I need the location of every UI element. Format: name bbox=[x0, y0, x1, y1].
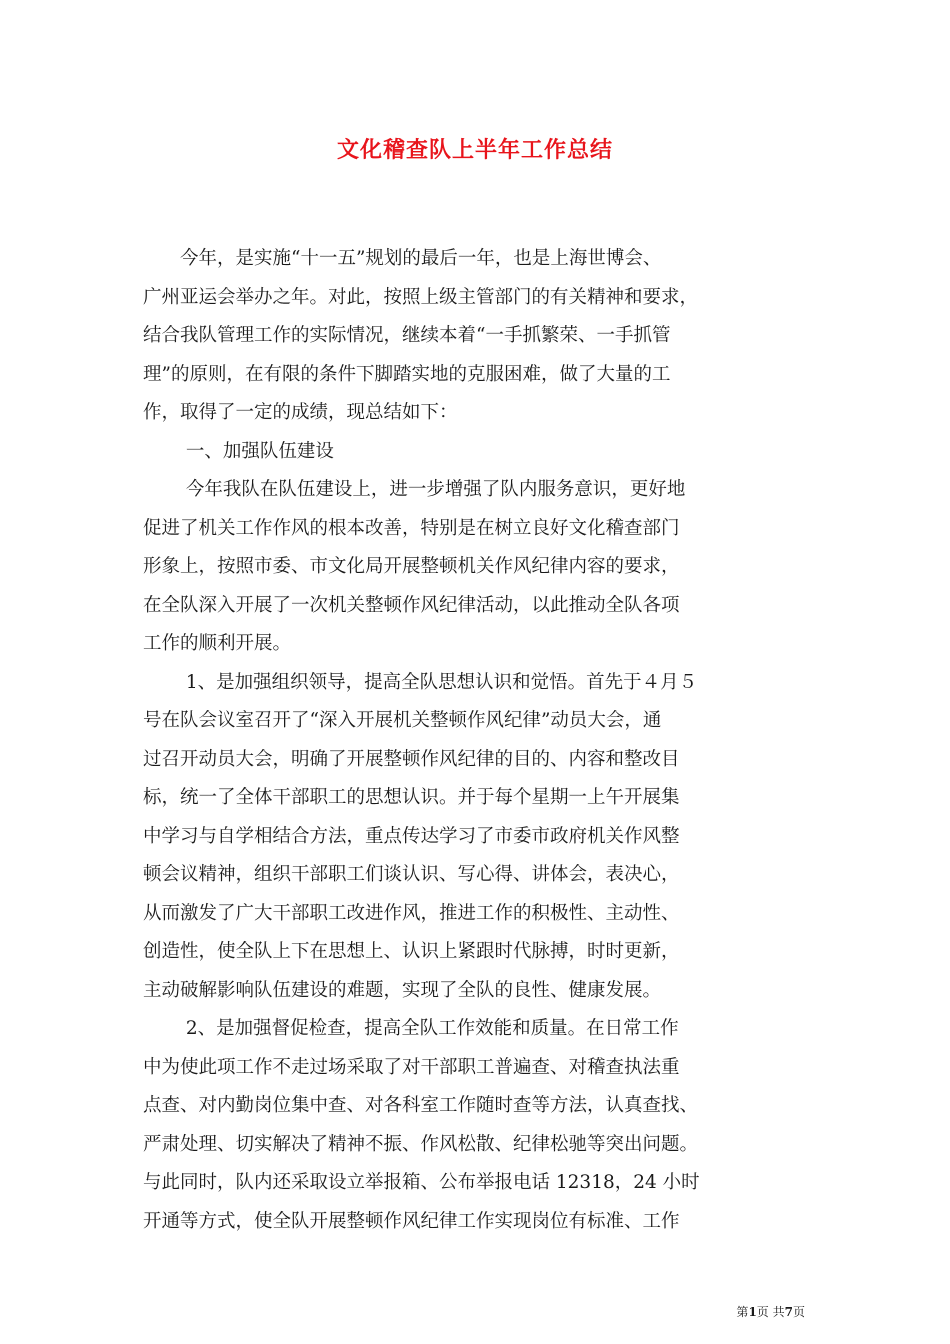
text-line: 创造性，使全队上下在思想上、认识上紧跟时代脉搏，时时更新， bbox=[143, 941, 680, 962]
text-line: 在全队深入开展了一次机关整顿作风纪律活动，以此推动全队各项 bbox=[143, 594, 680, 616]
text-line: 1、是加强组织领导，提高全队思想认识和觉悟。首先于４月５ bbox=[143, 671, 698, 693]
text-line: 作，取得了一定的成绩，现总结如下： bbox=[143, 402, 458, 423]
text-line: 结合我队管理工作的实际情况，继续本着“一手抓繁荣、一手抓管 bbox=[143, 325, 671, 346]
text-line: 过召开动员大会，明确了开展整顿作风纪律的目的、内容和整改目 bbox=[143, 748, 680, 770]
footer-current-page: 1 bbox=[748, 1305, 757, 1319]
footer-suffix: 页 bbox=[792, 1305, 805, 1319]
text-line: 主动破解影响队伍建设的难题，实现了全队的良性、健康发展。 bbox=[143, 979, 662, 1001]
text-line: 2、是加强督促检查，提高全队工作效能和质量。在日常工作 bbox=[143, 1018, 679, 1039]
text-line: 工作的顺利开展。 bbox=[143, 633, 292, 654]
text-line: 开通等方式，使全队开展整顿作风纪律工作实现岗位有标准、工作 bbox=[143, 1210, 680, 1232]
text-line: 促进了机关工作作风的根本改善，特别是在树立良好文化稽查部门 bbox=[143, 517, 680, 539]
footer-prefix: 第 bbox=[736, 1305, 749, 1319]
text-line: 点查、对内勤岗位集中查、对各科室工作随时查等方法，认真查找、 bbox=[143, 1095, 699, 1116]
page-footer bbox=[736, 1304, 805, 1320]
footer-middle: 页 共 bbox=[756, 1305, 785, 1319]
text-line: 号在队会议室召开了“深入开展机关整顿作风纪律”动员大会，通 bbox=[143, 710, 662, 731]
text-line: 从而激发了广大干部职工改进作风，推进工作的积极性、主动性、 bbox=[143, 902, 680, 924]
text-line: 形象上，按照市委、市文化局开展整顿机关作风纪律内容的要求， bbox=[143, 556, 680, 577]
text-line: 中学习与自学相结合方法，重点传达学习了市委市政府机关作风整 bbox=[143, 825, 680, 847]
text-line: 理”的原则，在有限的条件下脚踏实地的克服困难，做了大量的工 bbox=[143, 363, 671, 385]
text-line: 严肃处理、切实解决了精神不振、作风松散、纪律松驰等突出问题。 bbox=[143, 1133, 699, 1155]
footer-total-pages: 7 bbox=[784, 1305, 793, 1319]
text-line: 一、加强队伍建设 bbox=[143, 440, 334, 462]
document-body bbox=[143, 240, 811, 1241]
text-line: 今年，是实施“十一五”规划的最后一年，也是上海世博会、 bbox=[143, 248, 662, 269]
text-line: 标，统一了全体干部职工的思想认识。并于每个星期一上午开展集 bbox=[143, 787, 680, 808]
text-line: 中为使此项工作不走过场采取了对干部职工普遍查、对稽查执法重 bbox=[143, 1056, 680, 1078]
text-line: 顿会议精神，组织干部职工们谈认识、写心得、讲体会，表决心， bbox=[143, 864, 680, 885]
text-line: 广州亚运会举办之年。对此，按照上级主管部门的有关精神和要求， bbox=[143, 286, 699, 308]
page-title: 文化稽查队上半年工作总结 bbox=[336, 137, 613, 163]
text-line: 与此同时，队内还采取设立举报箱、公布举报电话 12318，24 小时 bbox=[143, 1172, 700, 1193]
text-line: 今年我队在队伍建设上，进一步增强了队内服务意识，更好地 bbox=[143, 479, 686, 500]
